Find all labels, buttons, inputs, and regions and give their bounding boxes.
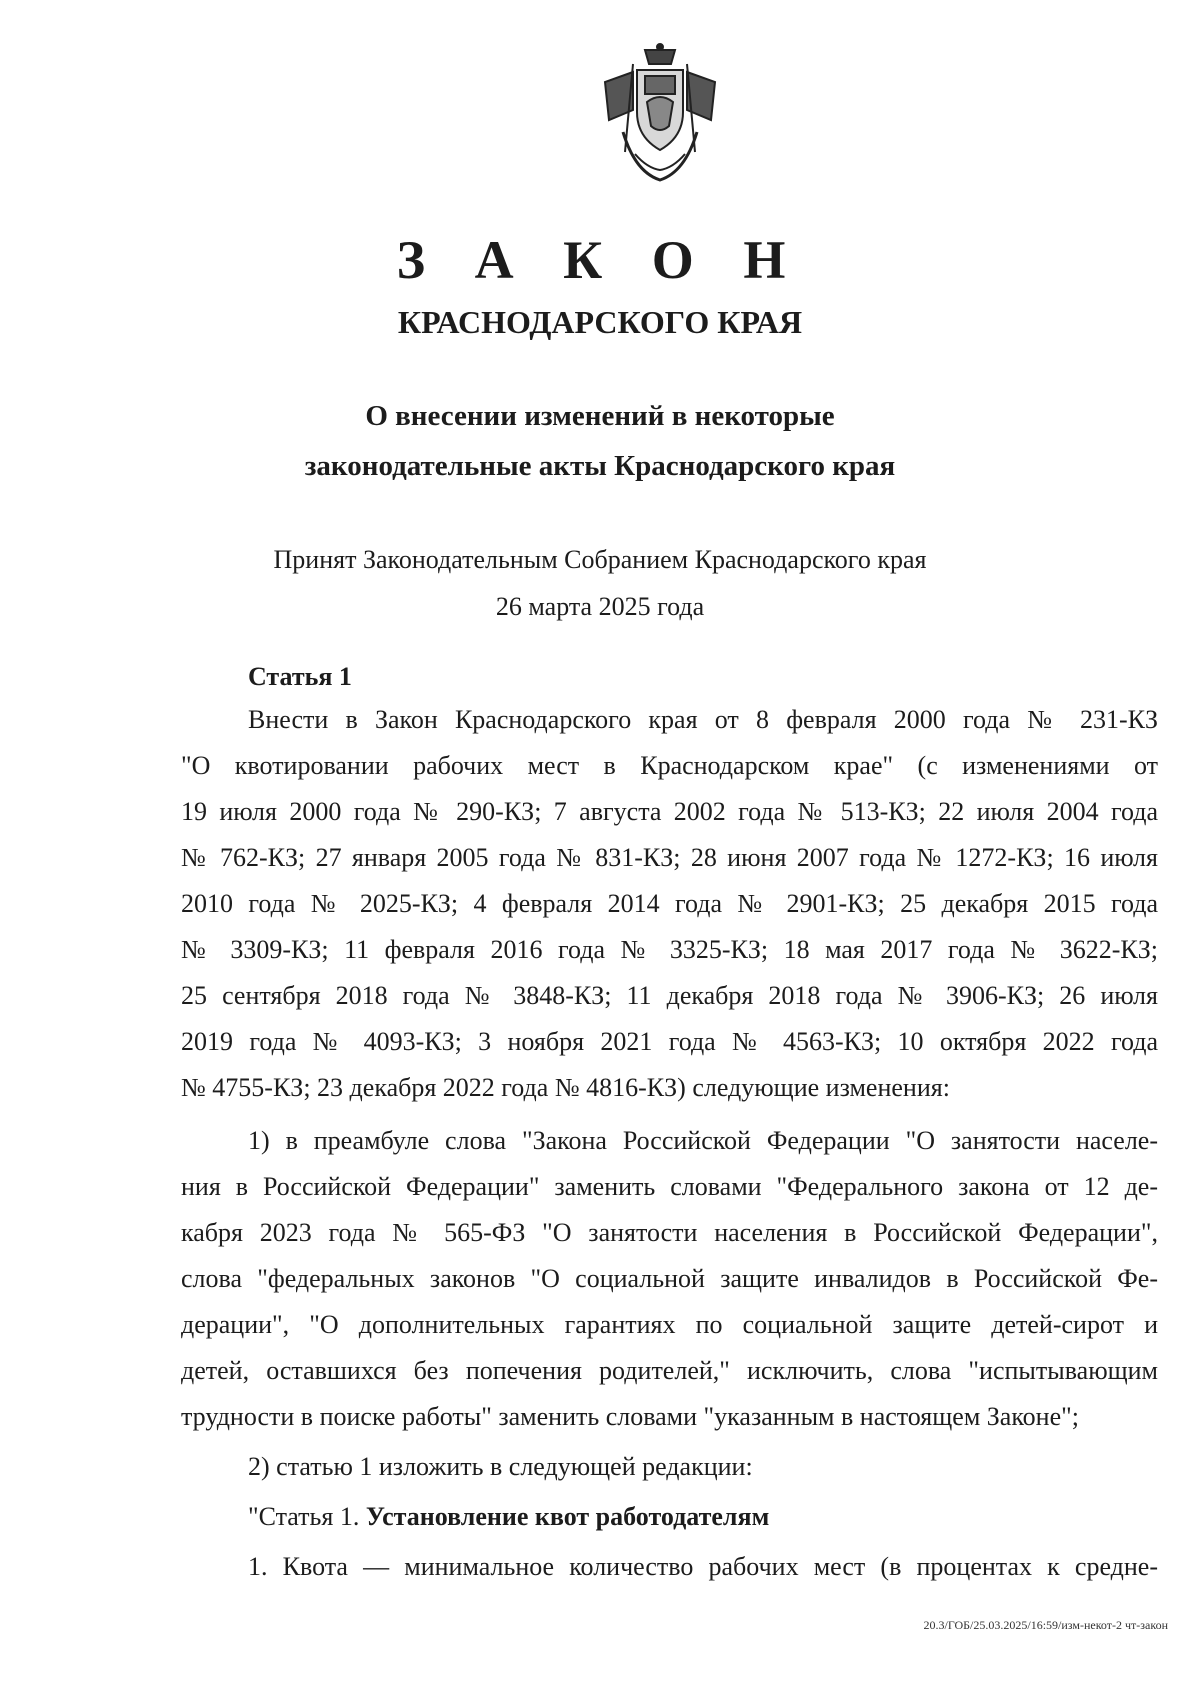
body-line: 25 сентября 2018 года № 3848-КЗ; 11 декабря 2018 года № 3906-КЗ; 26 июля	[181, 981, 1158, 1010]
body-line: 1) в преамбуле слова "Закона Российской Федерации "О занятости населе-	[248, 1126, 1158, 1155]
body-line: № 4755-КЗ; 23 декабря 2022 года № 4816-КЗ) следующие изменения:	[181, 1073, 950, 1102]
body-line: слова "федеральных законов "О социальной защите инвалидов в Российской Фе-	[181, 1264, 1158, 1293]
body-line: 2) статью 1 изложить в следующей редакции:	[248, 1452, 753, 1481]
article-title: Статья 1	[248, 662, 352, 691]
body-line: № 3309-КЗ; 11 февраля 2016 года № 3325-КЗ; 18 мая 2017 года № 3622-КЗ;	[181, 935, 1158, 964]
body-line: ния в Российской Федерации" заменить словами "Федерального закона от 12 де-	[181, 1172, 1158, 1201]
body-line: 19 июля 2000 года № 290-КЗ; 7 августа 2002 года № 513-КЗ; 22 июля 2004 года	[181, 797, 1158, 826]
quoted-article-heading	[248, 1500, 1158, 1534]
body-line: кабря 2023 года № 565-ФЗ "О занятости населения в Российской Федерации",	[181, 1218, 1158, 1247]
adoption-date: 26 марта 2025 года	[495, 592, 705, 621]
body-line: № 762-КЗ; 27 января 2005 года № 831-КЗ; 28 июня 2007 года № 1272-КЗ; 16 июля	[181, 843, 1158, 872]
body-line: трудности в поиске работы" заменить словами "указанным в настоящем Законе";	[181, 1402, 1079, 1431]
body-line: 2010 года № 2025-КЗ; 4 февраля 2014 года № 2901-КЗ; 25 декабря 2015 года	[181, 889, 1158, 918]
body-line: детей, оставшихся без попечения родителей," исключить, слова "испытывающим	[181, 1356, 1158, 1385]
law-heading-line-1: О внесении изменений в некоторые	[365, 400, 835, 432]
law-heading-line-2: законодательные акты Краснодарского края	[304, 450, 896, 482]
adoption-statement: Принят Законодательным Собранием Краснодарского края	[273, 545, 927, 574]
document-footer-code: 20.3/ГОБ/25.03.2025/16:59/изм-некот-2 чт-закон	[923, 1618, 1168, 1632]
quoted-article-prefix: "Статья 1.	[248, 1502, 366, 1531]
body-line: Внести в Закон Краснодарского края от 8 февраля 2000 года № 231-КЗ	[248, 705, 1158, 734]
body-line: 2019 года № 4093-КЗ; 3 ноября 2021 года № 4563-КЗ; 10 октября 2022 года	[181, 1027, 1158, 1056]
body-line: дерации", "О дополнительных гарантиях по социальной защите детей-сирот и	[181, 1310, 1158, 1339]
coat-of-arms-emblem	[595, 42, 725, 187]
body-line: 1. Квота — минимальное количество рабочих мест (в процентах к средне-	[248, 1552, 1158, 1581]
body-line: "О квотировании рабочих мест в Краснодарском крае" (с изменениями от	[181, 751, 1158, 780]
law-region: КРАСНОДАРСКОГО КРАЯ	[397, 304, 803, 340]
law-title: З А К О Н	[396, 230, 804, 290]
quoted-article-title: Установление квот работодателям	[365, 1502, 770, 1531]
